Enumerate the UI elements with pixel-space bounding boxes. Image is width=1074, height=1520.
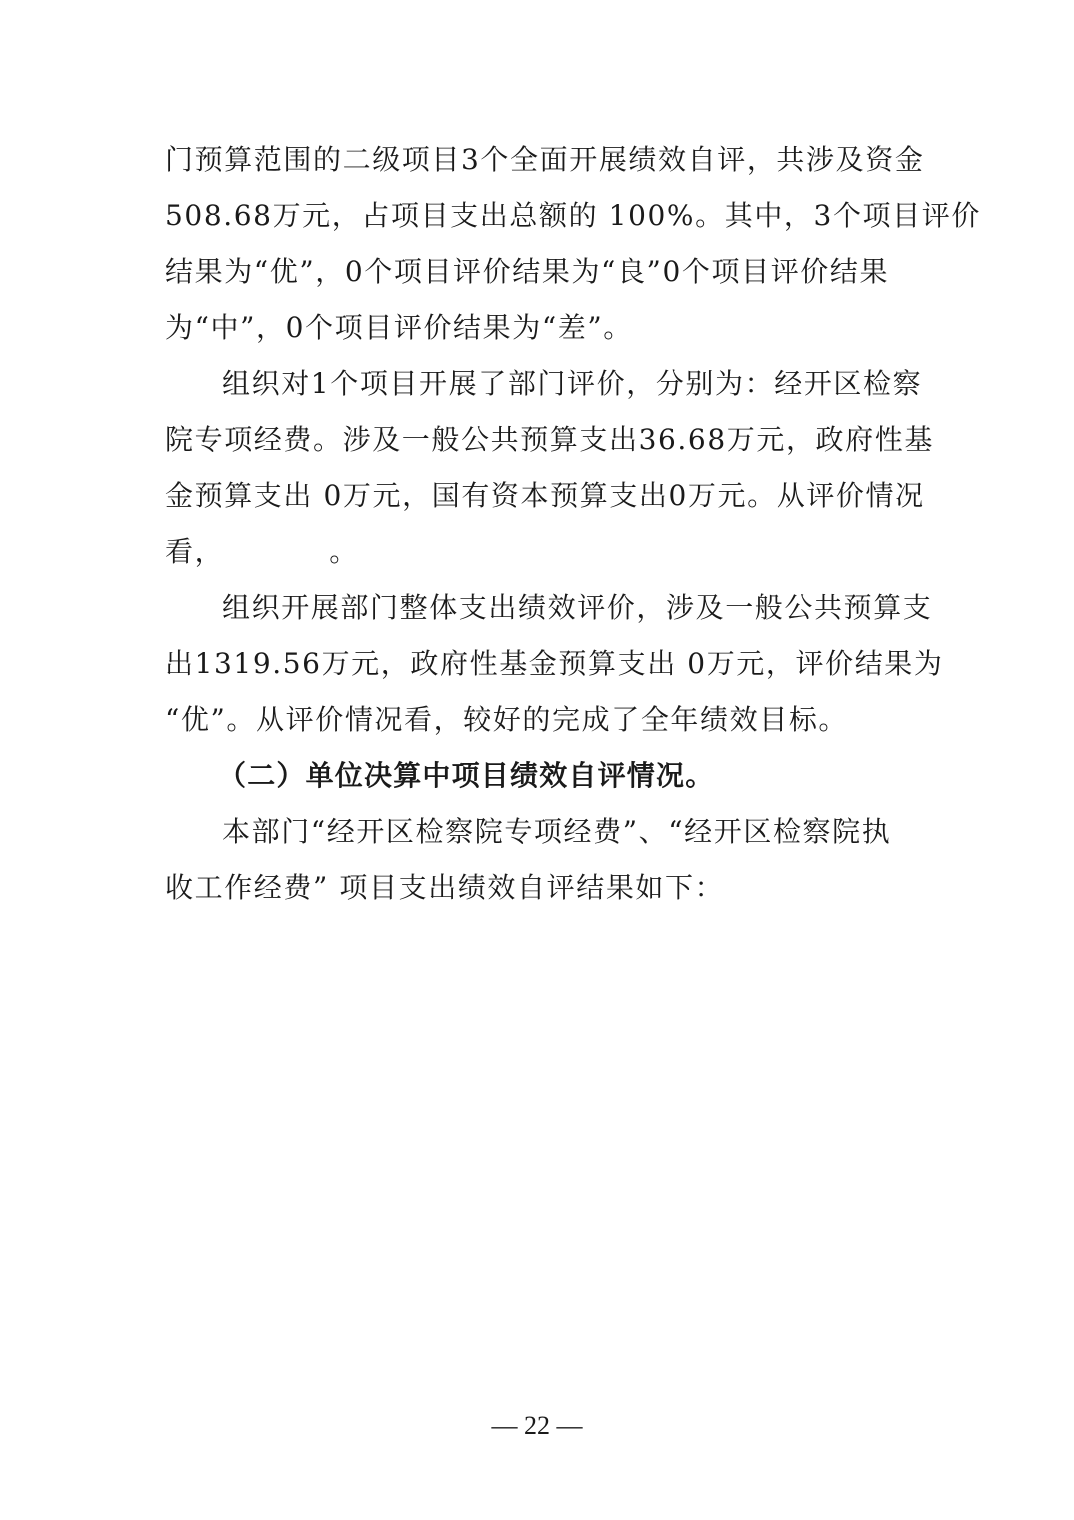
paragraph-line: “优”。从评价情况看，较好的完成了全年绩效目标。: [165, 703, 849, 736]
page-number: — 22 —: [491, 1411, 583, 1440]
paragraph-line: 出1319.56万元，政府性基金预算支出 0万元，评价结果为: [165, 647, 944, 680]
section-heading: （二）单位决算中项目绩效自评情况。: [218, 759, 715, 792]
paragraph-line: 结果为“优”，0个项目评价结果为“良”0个项目评价结果: [165, 255, 890, 288]
paragraph-line: 本部门“经开区检察院专项经费”、“经开区检察院执: [222, 815, 892, 848]
paragraph-line: 院专项经费。涉及一般公共预算支出36.68万元，政府性基: [165, 423, 934, 456]
paragraph-line: 金预算支出 0万元，国有资本预算支出0万元。从评价情况: [165, 479, 925, 512]
paragraph-line: 508.68万元，占项目支出总额的 100%。其中，3个项目评价: [165, 199, 981, 232]
paragraph-line: 看， 。: [165, 535, 359, 568]
paragraph-line: 组织开展部门整体支出绩效评价，涉及一般公共预算支: [222, 591, 933, 624]
paragraph-line: 收工作经费” 项目支出绩效自评结果如下：: [165, 871, 725, 904]
paragraph-line: 组织对1个项目开展了部门评价，分别为：经开区检察: [222, 367, 923, 400]
paragraph-line: 门预算范围的二级项目3个全面开展绩效自评，共涉及资金: [165, 143, 925, 176]
paragraph-line: 为“中”，0个项目评价结果为“差”。: [165, 311, 633, 344]
